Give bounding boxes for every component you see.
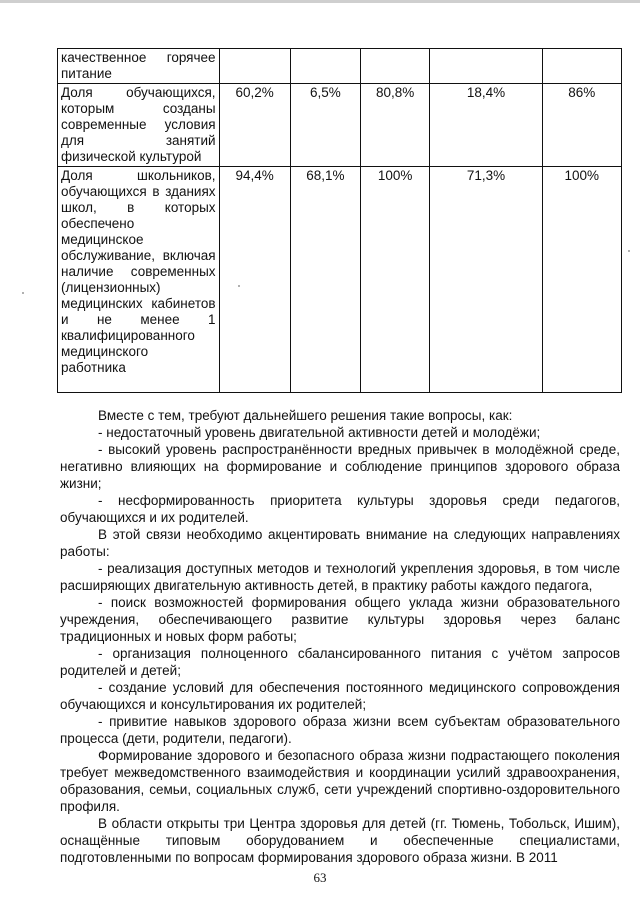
row-label: Доля школьников, обучающихся в зданиях школ, в которых обеспечено медицинское обслуживание, включая наличие современных (лицензионных) медицинских кабинетов и не менее 1 квалифицированного медицинского работника xyxy=(58,167,220,393)
paragraph: - организация полноценного сбалансированного питания с учётом запросов родителей и детей; xyxy=(60,646,620,678)
table-cell: 80,8% xyxy=(360,84,429,167)
table-cell: 68,1% xyxy=(290,167,360,393)
paragraph: В этой связи необходимо акцентировать внимание на следующих направлениях работы: xyxy=(60,527,620,559)
indicators-table xyxy=(57,48,622,393)
paragraph: - несформированность приоритета культуры здоровья среди педагогов, обучающихся и их родителей. xyxy=(60,493,620,525)
table-cell: 94,4% xyxy=(219,167,290,393)
table-row xyxy=(58,167,622,393)
scan-speck xyxy=(238,285,240,287)
paragraph: Формирование здорового и безопасного образа жизни подрастающего поколения требует межведомственного взаимодействия и координации усилий здравоохранения, образования, семьи, социальных служб, сети учреждений спортивно-оздоровительного профиля. xyxy=(60,748,620,814)
paragraph: В области открыты три Центра здоровья для детей (гг. Тюмень, Тобольск, Ишим), оснащённые типовым оборудованием и обеспеченные специалистами, подготовленными по вопросам формирования здорового образа жизни. В 2011 xyxy=(60,816,620,865)
scan-speck xyxy=(22,292,24,294)
table-cell xyxy=(290,49,360,84)
row-label: качественное горячее питание xyxy=(58,49,220,84)
table-cell xyxy=(360,49,429,84)
paragraph: - недостаточный уровень двигательной активности детей и молодёжи; xyxy=(98,425,541,440)
page-number: 63 xyxy=(313,870,327,885)
table-cell xyxy=(430,49,542,84)
table-cell xyxy=(542,49,621,84)
paragraph: - создание условий для обеспечения постоянного медицинского сопровождения обучающихся и консультирования их родителей; xyxy=(60,680,620,712)
table-row xyxy=(58,49,622,84)
table-cell: 18,4% xyxy=(430,84,542,167)
scan-edge xyxy=(0,0,640,3)
table-cell: 60,2% xyxy=(219,84,290,167)
scan-speck xyxy=(628,250,630,252)
paragraph: - реализация доступных методов и технологий укрепления здоровья, в том числе расширяющих двигательную активность детей, в практику работы каждого педагога, xyxy=(60,561,620,593)
table-cell: 71,3% xyxy=(430,167,542,393)
table-cell: 86% xyxy=(542,84,621,167)
paragraph: - привитие навыков здорового образа жизни всем субъектам образовательного процесса (дети, родители, педагоги). xyxy=(60,714,620,746)
table-cell xyxy=(219,49,290,84)
table-row xyxy=(58,84,622,167)
row-label: Доля обучающихся, которым созданы современные условия для занятий физической культурой xyxy=(58,84,220,167)
paragraph: - высокий уровень распространённости вредных привычек в молодёжной среде, негативно влияющих на формирование и соблюдение принципов здорового образа жизни; xyxy=(60,442,620,491)
table-cell: 6,5% xyxy=(290,84,360,167)
table-cell: 100% xyxy=(542,167,621,393)
paragraph: Вместе с тем, требуют дальнейшего решения такие вопросы, как: xyxy=(98,408,513,423)
paragraph: - поиск возможностей формирования общего уклада жизни образовательного учреждения, обеспечивающего развитие культуры здоровья через баланс традиционных и новых форм работы; xyxy=(60,595,620,644)
body-text xyxy=(60,407,620,866)
table-cell: 100% xyxy=(360,167,429,393)
